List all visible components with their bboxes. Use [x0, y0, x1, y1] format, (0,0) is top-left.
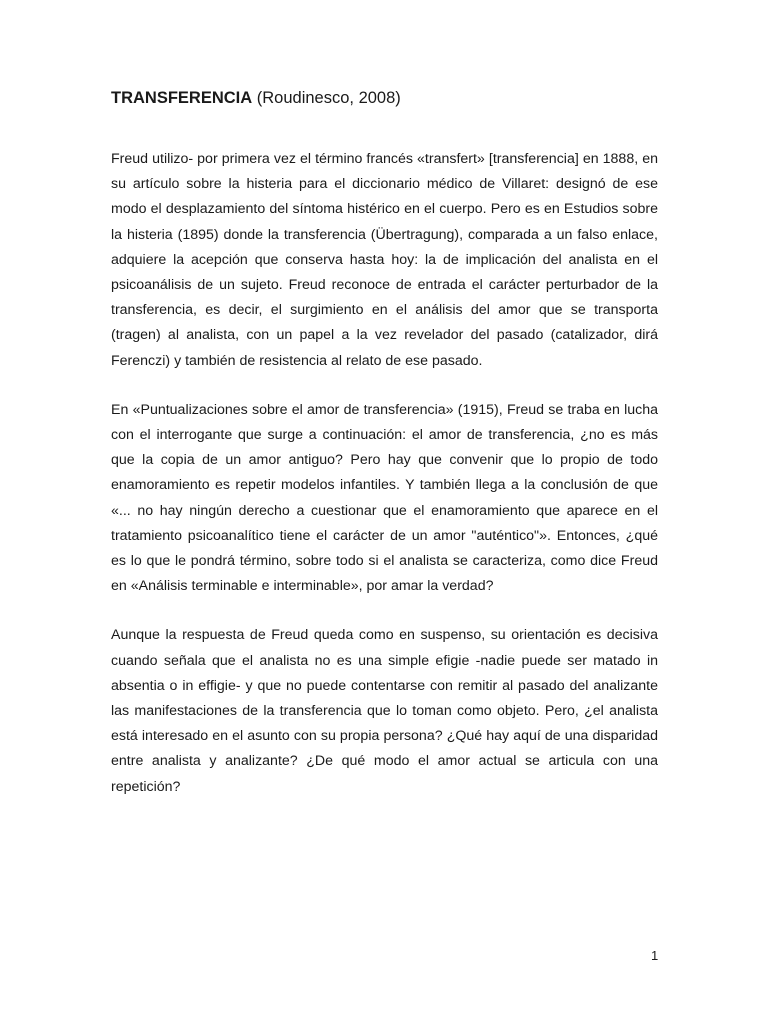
page-number: 1 — [651, 948, 659, 963]
document-page — [111, 85, 658, 824]
paragraph-1: Freud utilizo- por primera vez el término francés «transfert» [transferencia] en 1888, en su artículo sobre la histeria para el diccionario médico de Villaret: designó de ese modo el desplazamiento del síntoma histérico en el cuerpo. Pero es en Estudios sobre la histeria (1895) donde la transferencia (Übertragung), comparada a un falso enlace, adquiere la acepción que conserva hasta hoy: la de implicación del analista en el psicoanálisis de un sujeto. Freud reconoce de entrada el carácter perturbador de la transferencia, es decir, el surgimiento en el análisis del amor que se transporta (tragen) al analista, con un papel a la vez revelador del pasado (catalizador, dirá Ferenczi) y también de resistencia al relato de ese pasado. — [111, 151, 658, 369]
paragraph-2: En «Puntualizaciones sobre el amor de transferencia» (1915), Freud se traba en lucha con el interrogante que surge a continuación: el amor de transferencia, ¿no es más que la copia de un amor antiguo? Pero hay que convenir que lo propio de todo enamoramiento es repetir modelos infantiles. Y también llega a la conclusión de que «... no hay ningún derecho a cuestionar que el enamoramiento que aparece en el tratamiento psicoanalítico tiene el carácter de un amor "auténtico"». Entonces, ¿qué es lo que le pondrá término, sobre todo si el analista se caracteriza, como dice Freud en «Análisis terminable e interminable», por amar la verdad? — [111, 401, 658, 595]
title-main: TRANSFERENCIA — [111, 89, 253, 107]
document-title — [111, 85, 658, 111]
title-reference: (Roudinesco, 2008) — [256, 89, 401, 107]
paragraph-3: Aunque la respuesta de Freud queda como en suspenso, su orientación es decisiva cuando señala que el analista no es una simple efigie -nadie puede ser matado in absentia o in effigie- y que no puede contentarse con remitir al pasado del analizante las manifestaciones de la transferencia que lo toman como objeto. Pero, ¿el analista está interesado en el asunto con su propia persona? ¿Qué hay aquí de una disparidad entre analista y analizante? ¿De qué modo el amor actual se articula con una repetición? — [111, 627, 658, 795]
